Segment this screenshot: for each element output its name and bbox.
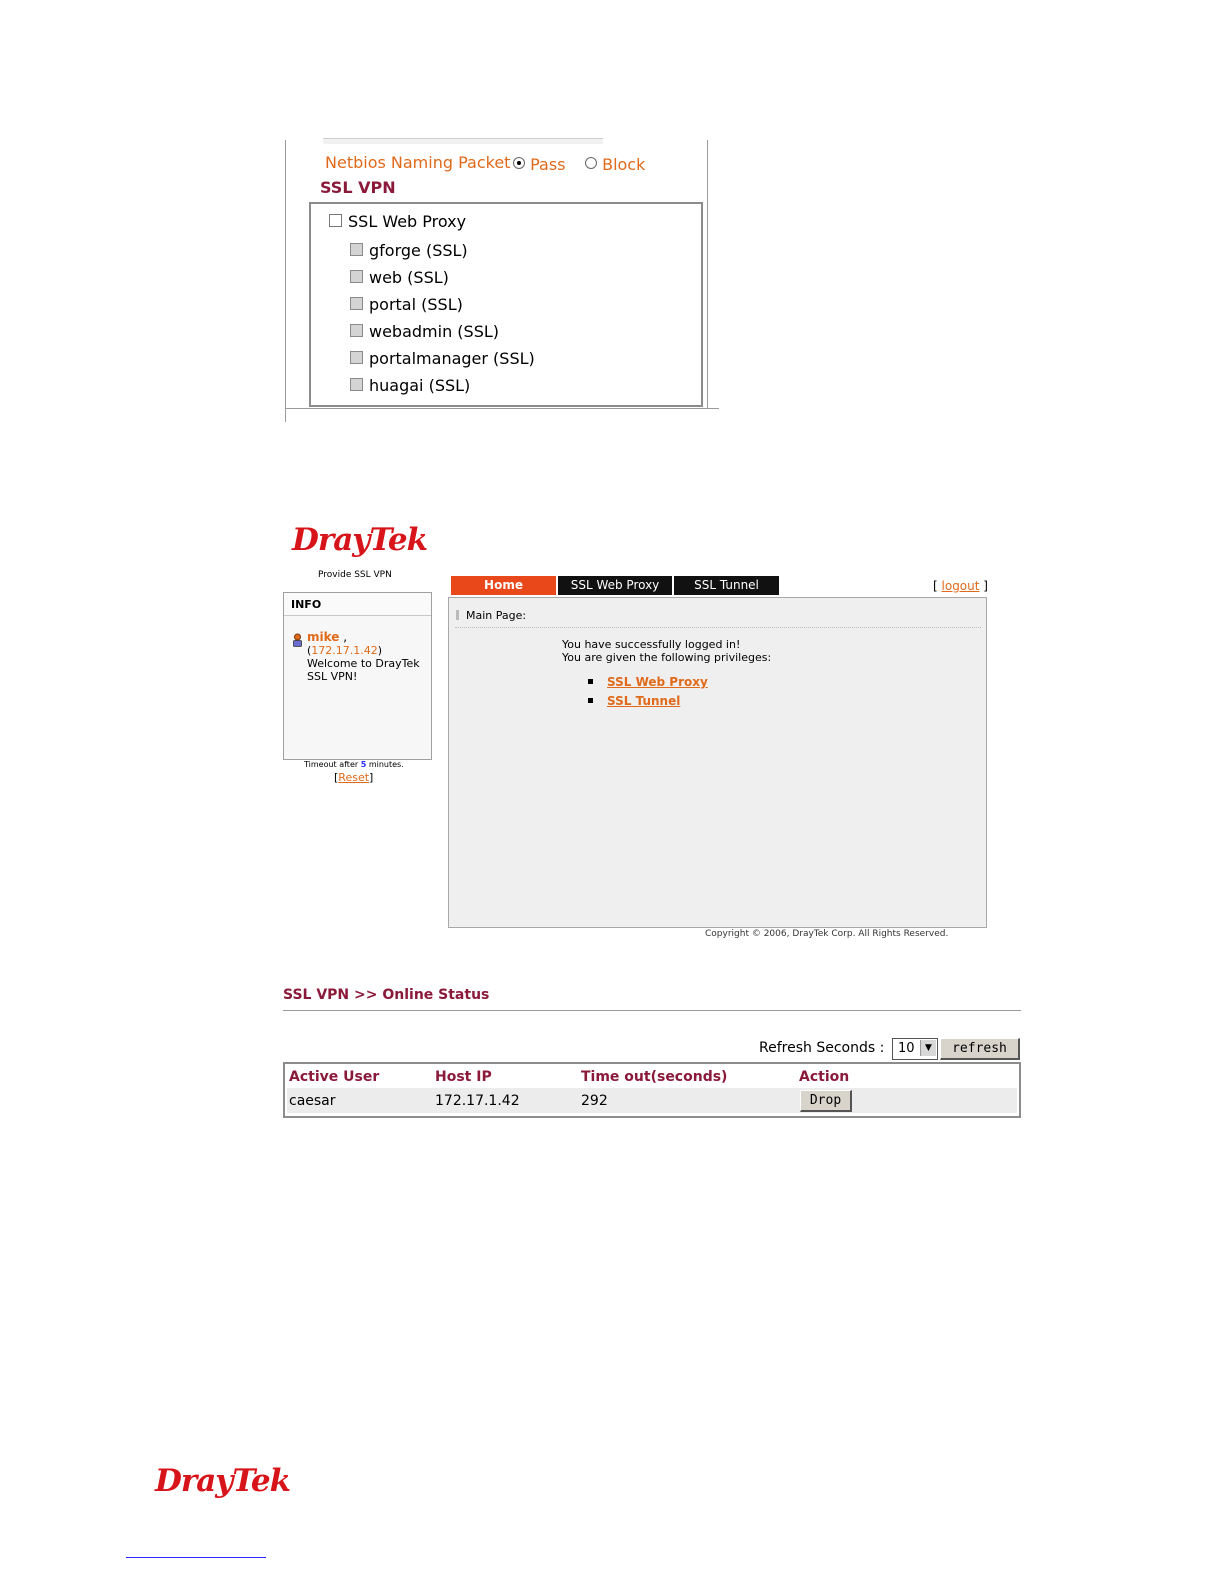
logo-dray: Dray <box>292 522 370 558</box>
user-name: mike <box>307 630 340 644</box>
frame-border <box>285 140 286 422</box>
pass-label: Pass <box>530 155 566 174</box>
netbios-label: Netbios Naming Packet <box>325 153 511 172</box>
ssl-vpn-options-panel <box>283 138 719 422</box>
timeout-text <box>304 760 404 769</box>
bullet-icon <box>588 679 593 684</box>
user-ip-line: (172.17.1.42) <box>307 644 383 657</box>
tab-ssl-web-proxy[interactable]: SSL Web Proxy <box>558 576 672 595</box>
login-message: You have successfully logged in! <box>562 638 741 651</box>
tab-home[interactable]: Home <box>451 576 556 595</box>
privilege-link-ssl-web-proxy[interactable]: SSL Web Proxy <box>607 675 708 689</box>
proxy-item-label: gforge (SSL) <box>369 241 468 260</box>
welcome-line-1: Welcome to DrayTek <box>307 657 420 670</box>
logo-dray: Dray <box>155 1463 233 1499</box>
tab-ssl-tunnel[interactable]: SSL Tunnel <box>674 576 779 595</box>
drop-button[interactable]: Drop <box>800 1090 852 1112</box>
frame-border <box>707 140 708 408</box>
table-row <box>287 1088 1017 1113</box>
column-header: Action <box>799 1069 850 1085</box>
info-title: INFO <box>284 593 431 616</box>
netbios-pass-radio[interactable] <box>513 155 566 174</box>
user-line <box>307 630 347 644</box>
refresh-seconds-value: 10 <box>898 1041 915 1056</box>
main-frame <box>448 597 987 928</box>
reset-wrapper: [Reset] <box>334 771 374 784</box>
proxy-item-label: web (SSL) <box>369 268 449 287</box>
checkbox-icon[interactable] <box>350 351 363 364</box>
column-header: Active User <box>289 1069 380 1085</box>
footer-draytek-logo <box>155 1463 290 1499</box>
block-label: Block <box>602 155 646 174</box>
checkbox-icon[interactable] <box>350 243 363 256</box>
checkbox-icon[interactable] <box>329 214 342 227</box>
info-box <box>283 592 432 760</box>
chevron-down-icon[interactable]: ▼ <box>920 1040 936 1056</box>
ssl-web-proxy-checkbox[interactable] <box>329 212 466 231</box>
user-ip: 172.17.1.42 <box>311 644 378 657</box>
reset-link[interactable]: Reset <box>338 771 370 784</box>
tagline: Provide SSL VPN <box>318 570 392 580</box>
column-header: Host IP <box>435 1069 492 1085</box>
panel-top-tab <box>323 138 603 144</box>
refresh-button[interactable]: refresh <box>940 1038 1020 1060</box>
proxy-item[interactable] <box>350 268 449 287</box>
bracket: ] <box>983 579 988 593</box>
draytek-logo <box>292 522 427 558</box>
page-title: SSL VPN >> Online Status <box>283 987 490 1003</box>
title-divider <box>283 1010 1021 1011</box>
proxy-item[interactable] <box>350 322 499 341</box>
checkbox-icon[interactable] <box>350 324 363 337</box>
logout-link-wrapper <box>933 579 988 593</box>
user-icon <box>292 632 303 651</box>
proxy-item[interactable] <box>350 241 468 260</box>
checkbox-icon[interactable] <box>350 378 363 391</box>
timeout-prefix: Timeout after <box>304 760 359 769</box>
netbios-block-radio[interactable] <box>585 155 645 174</box>
cell-timeout: 292 <box>581 1093 608 1109</box>
title-marker <box>456 610 459 620</box>
cell-host-ip: 172.17.1.42 <box>435 1093 520 1109</box>
ssl-web-proxy-label: SSL Web Proxy <box>348 212 467 231</box>
ssl-vpn-box <box>309 202 703 407</box>
proxy-item-label: webadmin (SSL) <box>369 322 500 341</box>
privilege-link-ssl-tunnel[interactable]: SSL Tunnel <box>607 694 681 708</box>
frame-border <box>285 408 719 409</box>
comma: , <box>343 630 348 644</box>
timeout-value: 5 <box>360 760 367 769</box>
proxy-item[interactable] <box>350 295 463 314</box>
checkbox-icon[interactable] <box>350 270 363 283</box>
logo-tek: Tek <box>232 1463 291 1499</box>
radio-unselected-icon[interactable] <box>585 157 597 169</box>
ssl-vpn-section-title: SSL VPN <box>320 178 396 197</box>
column-header: Time out(seconds) <box>581 1069 728 1085</box>
proxy-item-label: portalmanager (SSL) <box>369 349 535 368</box>
proxy-item-label: portal (SSL) <box>369 295 463 314</box>
logo-tek: Tek <box>369 522 428 558</box>
checkbox-icon[interactable] <box>350 297 363 310</box>
refresh-seconds-select[interactable] <box>892 1038 938 1060</box>
proxy-item[interactable] <box>350 376 470 395</box>
proxy-item-label: huagai (SSL) <box>369 376 471 395</box>
bullet-icon <box>588 698 593 703</box>
welcome-line-2: SSL VPN! <box>307 670 358 683</box>
radio-selected-icon[interactable] <box>513 157 525 169</box>
cell-active-user: caesar <box>289 1093 336 1109</box>
privileges-message: You are given the following privileges: <box>562 651 772 664</box>
proxy-item[interactable] <box>350 349 535 368</box>
main-page-title: Main Page: <box>466 609 527 622</box>
title-divider <box>455 627 981 628</box>
footer-link-rule <box>126 1557 266 1558</box>
bracket: [ <box>933 579 938 593</box>
refresh-seconds-label: Refresh Seconds : <box>759 1040 885 1056</box>
logout-link[interactable]: logout <box>941 579 980 593</box>
timeout-suffix: minutes. <box>368 760 404 769</box>
copyright: Copyright © 2006, DrayTek Corp. All Rights Reserved. <box>705 929 949 939</box>
